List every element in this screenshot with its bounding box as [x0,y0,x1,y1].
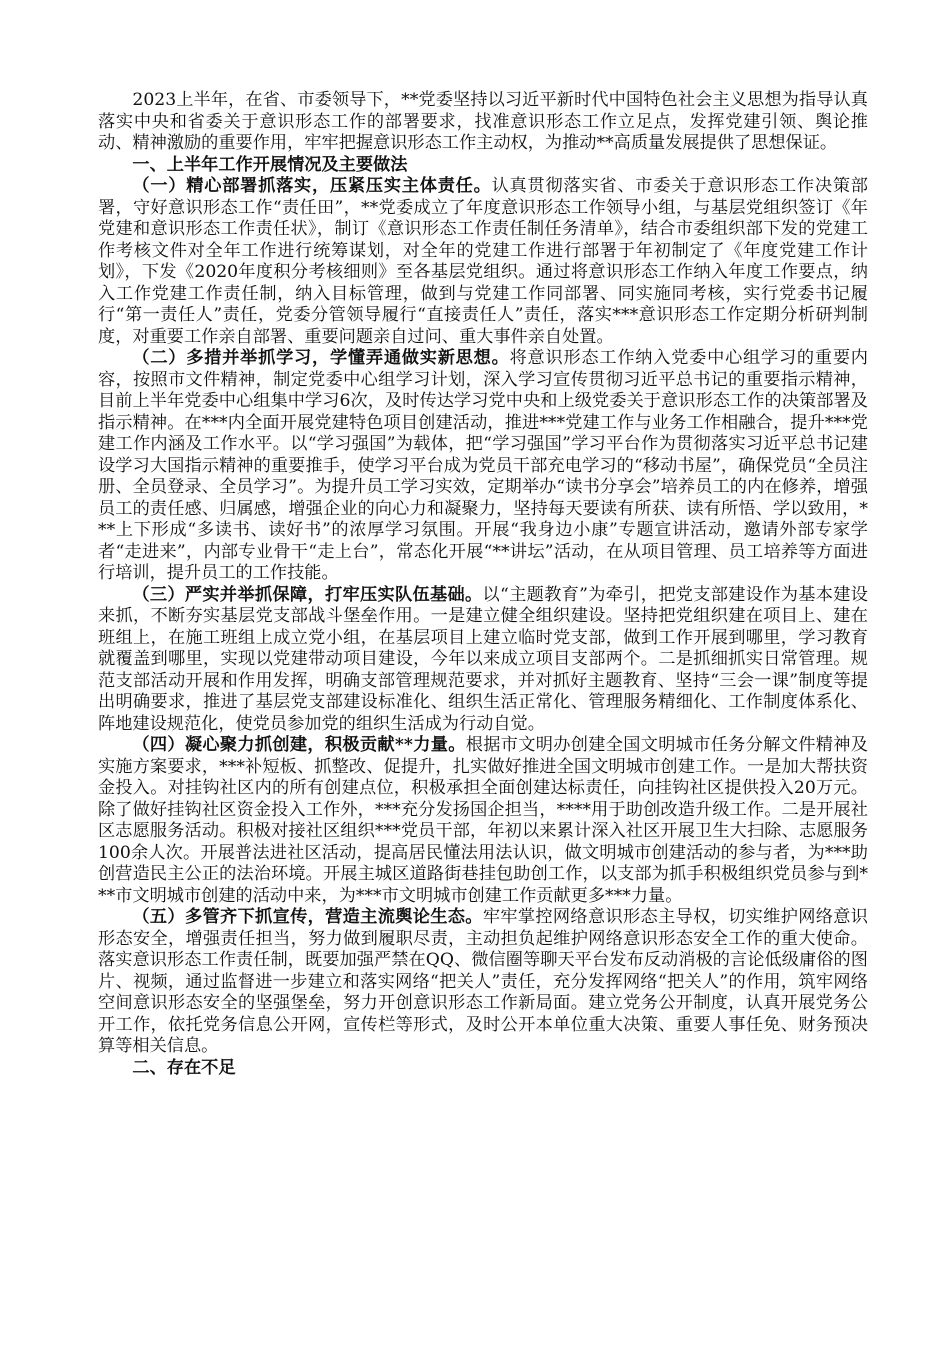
item-paragraph-5 [98,907,868,1058]
item-body-3: 以“主题教育”为牵引，把党支部建设作为基本建设来抓，不断夯实基层党支部战斗堡垒作用。一是建立健全组织建设。坚持把党组织建在项目上、建在班组上，在施工班组上成立党小组，在基层项目上建立临时党支部，做到工作开展到哪里，学习教育就覆盖到哪里，实现以党建带动项目建设，今年以来成立项目支部两个。二是抓细抓实日常管理。规范支部活动开展和作用发挥，明确支部管理规范要求，并对抓好主题教育、坚持“三会一课”制度等提出明确要求，推进了基层党支部建设标准化、组织生活正常化、管理服务精细化、工作制度体系化、阵地建设规范化，使党员参加党的组织生活成为行动自觉。 [98,584,868,734]
item-lead-5: （五）多管齐下抓宣传，营造主流舆论生态。 [132,907,483,927]
item-paragraph-3 [98,585,868,736]
item-paragraph-4 [98,735,868,907]
item-body-4: 根据市文明办创建全国文明城市任务分解文件精神及实施方案要求，***补短板、抓整改、促提升，扎实做好推进全国文明城市创建工作。一是加大帮扶资金投入。对挂钩社区内的所有创建点位，积极承担全面创建达标责任，向挂钩社区提供投入20万元。除了做好挂钩社区资金投入工作外，***充分发扬国企担当，****用于助创改造升级工作。二是开展社区志愿服务活动。积极对接社区组织***党员干部，年初以来累计深入社区开展卫生大扫除、志愿服务100余人次。开展普法进社区活动，提高居民懂法用法认识，做文明城市创建活动的参与者，为***助创营造民主公正的法治环境。开展主城区道路街巷挂包助创工作，以支部为抓手积极组织党员参与到***市文明城市创建的活动中来，为***市文明城市创建工作贡献更多***力量。 [98,735,868,906]
item-lead-4: （四）凝心聚力抓创建，积极贡献**力量。 [132,735,466,755]
item-lead-3: （三）严实并举抓保障，打牢压实队伍基础。 [132,584,483,605]
item-body-5: 牢牢掌控网络意识形态主导权，切实维护网络意识形态安全，增强责任担当，努力做到履职尽责，主动担负起维护网络意识形态安全工作的重大使命。落实意识形态工作责任制，既要加强严禁在QQ、微信圈等聊天平台发布反动消极的言论低级庸俗的图片、视频，通过监督进一步建立和落实网络“把关人”责任，充分发挥网络“把关人”的作用，筑牢网络空间意识形态安全的坚强堡垒，努力开创意识形态工作新局面。建立党务公开制度，认真开展党务公开工作，依托党务信息公开网，宣传栏等形式，及时公开本单位重大决策、重要人事任免、财务预决算等相关信息。 [98,907,868,1056]
section-heading-1: 一、上半年工作开展情况及主要做法 [132,154,408,175]
item-paragraph-2 [98,348,868,585]
item-body-2: 将意识形态工作纳入党委中心组学习的重要内容，按照市文件精神，制定党委中心组学习计划，深入学习宣传贯彻习近平总书记的重要指示精神，目前上半年党委中心组集中学习6次，及时传达学习党中央和上级党委关于意识形态工作的决策部署及指示精神。在***内全面开展党建特色项目创建活动，推进***党建工作与业务工作相融合，提升***党建工作内涵及工作水平。以“学习强国”为载体，把“学习强国”学习平台作为贯彻落实习近平总书记建设学习大国指示精神的重要推手，使学习平台成为党员干部充电学习的“移动书屋”，确保党员“全员注册、全员登录、全员学习”。为提升员工学习实效，定期举办“读书分享会”培养员工的内在修养，增强员工的责任感、归属感，增强企业的向心力和凝聚力，坚持每天要读有所获、读有所悟、学以致用，***上下形成“多读书、读好书”的浓厚学习氛围。开展“我身边小康”专题宣讲活动，邀请外部专家学者“走进来”，内部专业骨干“走上台”，常态化开展“**讲坛”活动，在从项目管理、员工培养等方面进行培训，提升员工的工作技能。 [98,348,868,583]
intro-paragraph: 2023上半年，在省、市委领导下，**党委坚持以习近平新时代中国特色社会主义思想为指导认真落实中央和省委关于意识形态工作的部署要求，找准意识形态工作立足点，发挥党建引领、舆论推动、精神激励的重要作用，牢牢把握意识形态工作主动权，为推动**高质量发展提供了思想保证。 [98,90,868,153]
item-body-1: 认真贯彻落实省、市委关于意识形态工作决策部署，守好意识形态工作“责任田”，**党委成立了年度意识形态工作领导小组，与基层党组织签订《年党建和意识形态工作责任状》，制订《意识形态工作责任制任务清单》，结合市委组织部下发的党建工作考核文件对全年工作进行统筹谋划，对全年的党建工作进行部署于年初制定了《年度党建工作计划》，下发《2020年度积分考核细则》至各基层党组织。通过将意识形态工作纳入年度工作要点，纳入工作党建工作责任制，纳入目标管理，做到与党建工作同部署、同实施同考核，实行党委书记履行“第一责任人”责任，党委分管领导履行“直接责任人”责任，落实***意识形态工作定期分析研判制度，对重要工作亲自部署、重要问题亲自过问、重大事件亲自处置。 [98,176,868,347]
item-lead-1: （一）精心部署抓落实，压紧压实主体责任。 [132,176,492,196]
item-lead-2: （二）多措并举抓学习，学懂弄通做实新思想。 [132,348,510,368]
section-heading-2: 二、存在不足 [132,1057,236,1078]
item-paragraph-1 [98,176,868,348]
